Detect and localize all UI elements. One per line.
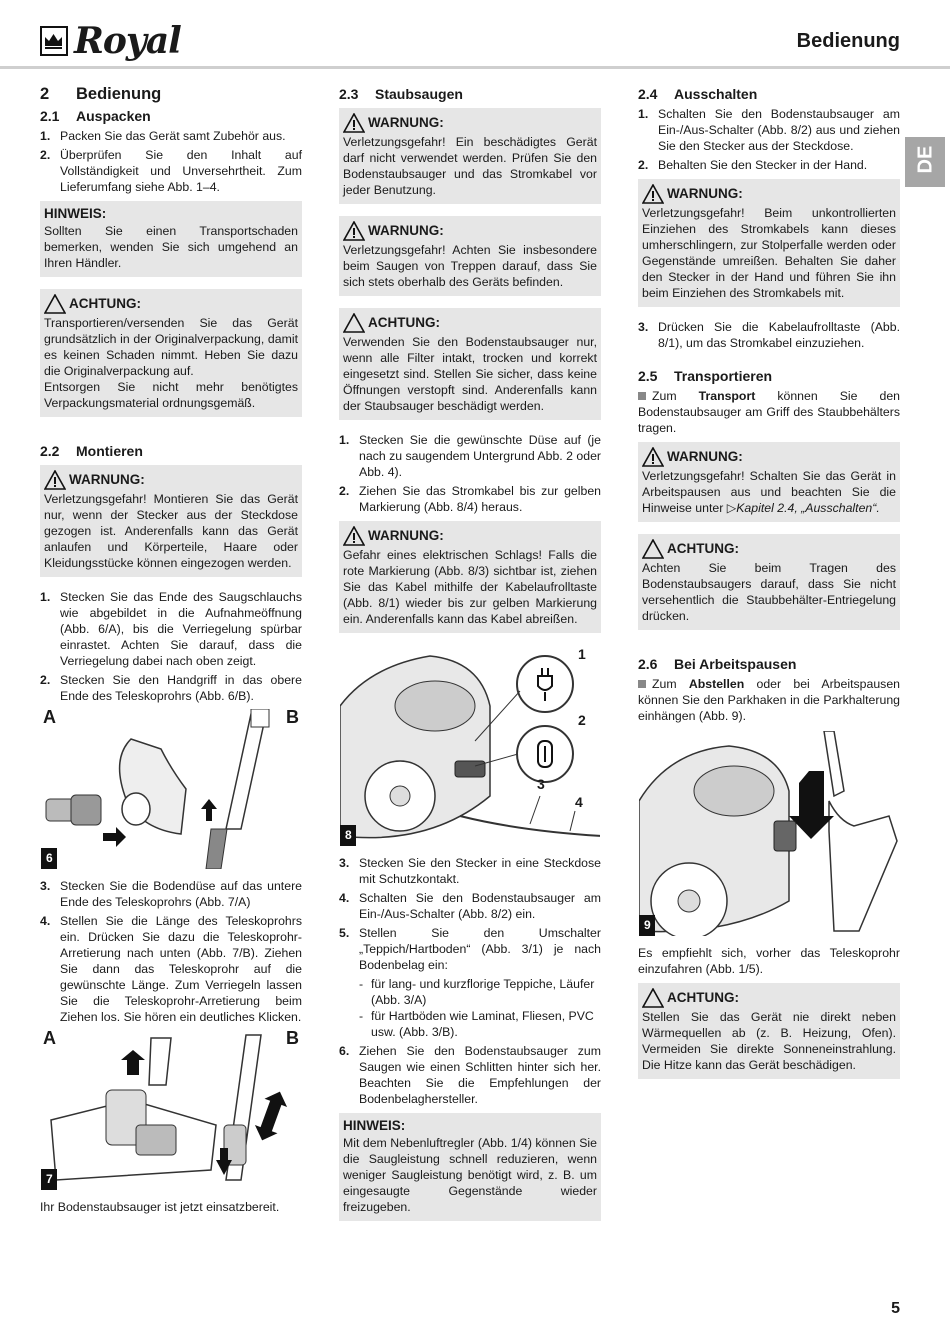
step-text: Stecken Sie den Stecker in eine Steckdose mit Schutzkontakt.	[359, 856, 601, 886]
list-item	[339, 483, 601, 515]
section-heading-2-4	[638, 86, 900, 102]
text-fragment: Zum	[652, 677, 689, 691]
bullet-square-icon	[638, 680, 646, 688]
column-2	[339, 86, 601, 1233]
warning-triangle-icon	[642, 184, 664, 204]
steps-list	[339, 855, 601, 973]
section-title: Staubsaugen	[375, 86, 463, 102]
warnung-title: WARNUNG:	[667, 449, 743, 464]
achtung-title: ACHTUNG:	[368, 315, 440, 330]
language-tab-label: DE	[914, 145, 937, 174]
step-text: Stecken Sie die Bodendüse auf das untere Ende des Teleskoprohrs (Abb. 7/A)	[60, 879, 302, 909]
list-item	[638, 319, 900, 351]
closing-text: Ihr Bodenstaubsauger ist jetzt einsatzbereit.	[40, 1200, 280, 1214]
achtung-box	[638, 983, 900, 1079]
list-item	[40, 589, 302, 669]
sub-list-item: - für lang- und kurzflorige Teppiche, Läufer (Abb. 3/A)	[359, 976, 601, 1008]
language-tab	[905, 137, 945, 187]
step-number: 2.	[638, 158, 649, 172]
warnung-title: WARNUNG:	[368, 528, 444, 543]
section-heading-2-2	[40, 443, 302, 459]
step-text: Stellen Sie die Länge des Teleskoprohrs ein. Drücken Sie dazu die Teleskoprohr-Arretierung nach unten (Abb. 7/B). Ziehen Sie dann das Teleskoprohr auf die gewünschte Länge. Zum Verriegeln lassen Sie die Teleskoprohr-Arretierung beim Ziehen los. Sie hören ein deutliches Klicken.	[60, 914, 302, 1024]
sub-list	[339, 976, 601, 1040]
section-number: 2.3	[339, 86, 359, 102]
list-item	[339, 925, 601, 973]
hinweis-text: Mit dem Nebenluftregler (Abb. 1/4) können Sie die Saugleistung schnell reduzieren, wenn weniger Saugleistung benötigt wird, z. B. um eingesaugte Gegenstände wieder freizugeben.	[343, 1136, 597, 1214]
crown-crest-icon	[40, 26, 68, 56]
step-number: 3.	[638, 320, 649, 334]
figure-number: 6	[41, 848, 57, 869]
step-number: 2.	[40, 673, 51, 687]
pause-tip-text: Es empfiehlt sich, vorher das Teleskoprohr einzufahren (Abb. 1/5).	[638, 946, 900, 976]
warnung-box	[339, 216, 601, 296]
warning-triangle-icon	[642, 447, 664, 467]
section-title: Montieren	[76, 443, 143, 459]
warnung-title: WARNUNG:	[69, 472, 145, 487]
figure-number: 7	[41, 1169, 57, 1190]
steps-list	[339, 1043, 601, 1107]
achtung-title: ACHTUNG:	[667, 541, 739, 556]
warnung-text: Gefahr eines elektrischen Schlags! Falls die rote Markierung (Abb. 8/3) sichtbar ist, ziehen Sie das Kabel mithilfe der Kabelaufrolltaste (Abb. 8/1) wieder bis zur gelben Markierung ein. Anderenfalls kann das Kabel abreißen.	[343, 548, 597, 626]
royal-logo	[40, 20, 181, 62]
warnung-box	[339, 108, 601, 204]
section-title: Ausschalten	[674, 86, 758, 102]
step-number: 3.	[40, 879, 51, 893]
section-title: Transportieren	[674, 368, 773, 384]
section-heading-2-3	[339, 86, 601, 102]
warnung-heading	[343, 221, 597, 241]
figure-7-floor-nozzle	[40, 1029, 302, 1191]
hose-assembly-illustration	[41, 709, 302, 869]
step-text: Stecken Sie die gewünschte Düse auf (je nach zu saugendem Untergrund Abb. 2 oder Abb. 4).	[359, 433, 602, 479]
section-number: 2	[40, 85, 50, 103]
achtung-title: ACHTUNG:	[667, 990, 739, 1005]
steps-list	[40, 878, 302, 1025]
figure-number: 8	[340, 825, 356, 846]
list-item	[40, 147, 302, 195]
section-number: 2.6	[638, 656, 658, 672]
list-item	[40, 128, 302, 144]
header-divider	[0, 66, 950, 69]
list-item	[40, 672, 302, 704]
warnung-text: Verletzungsgefahr! Montieren Sie das Gerät nur, wenn der Stecker aus der Steckdose gezogen ist. Anderenfalls kann das Gerät anlaufen und Körperteile, Haare oder Kleidungsstücke können eingezogen werden.	[44, 492, 298, 570]
section-number: 2.2	[40, 443, 60, 459]
step-number: 2.	[40, 148, 51, 162]
warnung-heading	[642, 184, 896, 204]
section-heading-2-5	[638, 368, 900, 384]
callout-4: 4	[575, 794, 583, 810]
step-text: Stecken Sie den Handgriff in das obere Ende des Teleskoprohrs (Abb. 6/B).	[60, 673, 302, 703]
step-text: Behalten Sie den Stecker in der Hand.	[658, 158, 868, 172]
section-number: 2.5	[638, 368, 658, 384]
achtung-text: Transportieren/versenden Sie das Gerät grundsätzlich in der Originalverpackung, damit es keinen Schaden nimmt. Heben Sie dazu die Originalverpackung auf.	[44, 316, 298, 378]
list-item	[339, 855, 601, 887]
page-title: Bedienung	[796, 30, 900, 52]
step-number: 4.	[339, 891, 350, 905]
text-fragment: oder bei Arbeitspausen können Sie den Parkhaken in die Parkhalterung einhängen (Abb. 9).	[638, 677, 900, 723]
caution-triangle-icon	[44, 294, 66, 314]
parking-hook-illustration	[639, 731, 900, 936]
section-heading-2	[40, 86, 302, 102]
step-number: 4.	[40, 914, 51, 928]
section-title: Bedienung	[76, 85, 162, 103]
section-number: 2.4	[638, 86, 658, 102]
figure-6-hose-handle	[40, 708, 302, 870]
steps-list	[40, 128, 302, 195]
step-number: 5.	[339, 926, 350, 940]
warnung-box	[638, 442, 900, 522]
floor-nozzle-illustration	[41, 1030, 302, 1190]
caution-triangle-icon	[343, 313, 365, 333]
step-number: 2.	[339, 484, 350, 498]
text-fragment-bold: Transport	[698, 389, 756, 403]
section-number: 2.1	[40, 108, 60, 124]
achtung-heading	[343, 313, 597, 333]
figure-9-parking	[638, 730, 900, 937]
warning-triangle-icon	[343, 221, 365, 241]
step-text: Überprüfen Sie den Inhalt auf Vollständigkeit und Unversehrtheit. Zum Lieferumfang siehe Abb. 1–4.	[60, 148, 302, 194]
warnung-title: WARNUNG:	[667, 186, 743, 201]
hinweis-box	[40, 201, 302, 277]
chapter-reference-link[interactable]: ▷Kapitel 2.4, „Ausschalten“.	[726, 501, 880, 515]
brand-name: Royal	[74, 20, 181, 62]
hinweis-title: HINWEIS:	[343, 1118, 406, 1133]
transport-text	[638, 388, 900, 436]
achtung-text: Entsorgen Sie nicht mehr benötigtes Verpackungsmaterial ordnungsgemäß.	[44, 380, 298, 410]
text-fragment: Verletzungsgefahr! Schalten Sie das Gerät in Arbeitspausen aus und beachten Sie die Hinweise unter	[642, 469, 896, 515]
warnung-heading	[343, 526, 597, 546]
section-title: Bei Arbeitspausen	[674, 656, 797, 672]
warnung-text: Verletzungsgefahr! Ein beschädigtes Gerät darf nicht verwendet werden. Prüfen Sie den Bodenstaubsauger und das Stromkabel vor jeder Benutzung.	[343, 135, 597, 197]
page-number: 5	[891, 1300, 900, 1317]
achtung-heading	[642, 539, 896, 559]
step-number: 6.	[339, 1044, 350, 1058]
figure-label-a: A	[43, 1029, 56, 1048]
achtung-heading	[44, 294, 298, 314]
step-number: 1.	[40, 129, 51, 143]
achtung-box	[638, 534, 900, 630]
warning-triangle-icon	[343, 526, 365, 546]
list-item	[40, 878, 302, 910]
warnung-box	[638, 179, 900, 307]
text-fragment-bold: Abstellen	[688, 677, 745, 691]
warnung-box	[339, 521, 601, 633]
list-item	[339, 890, 601, 922]
callout-2: 2	[578, 712, 586, 728]
section-heading-2-1	[40, 108, 302, 124]
steps-list	[40, 589, 302, 704]
step-text: Drücken Sie die Kabelaufrolltaste (Abb. 8/1), um das Stromkabel einzuziehen.	[658, 320, 900, 350]
column-3	[638, 86, 900, 1091]
callout-1: 1	[578, 646, 586, 662]
list-item	[638, 106, 900, 154]
warnung-box	[40, 465, 302, 577]
step-number: 3.	[339, 856, 350, 870]
sub-list-item: - für Hartböden wie Laminat, Fliesen, PVC usw. (Abb. 3/B).	[359, 1008, 601, 1040]
figure-label-a: A	[43, 708, 56, 727]
achtung-text: Achten Sie beim Tragen des Bodenstaubsaugers darauf, dass Sie nicht versehentlich die Staubbehälter-Entriegelung drücken.	[642, 561, 896, 623]
pause-text	[638, 676, 900, 724]
achtung-heading	[642, 988, 896, 1008]
section-heading-2-6	[638, 656, 900, 672]
achtung-box	[339, 308, 601, 420]
step-text: Packen Sie das Gerät samt Zubehör aus.	[60, 129, 286, 143]
warnung-text: Verletzungsgefahr! Achten Sie insbesondere beim Saugen von Treppen darauf, dass Sie sich stets oberhalb des Geräts befinden.	[343, 243, 597, 289]
text-fragment: können Sie den Bodenstaubsauger am Griff des Staubbehälters tragen.	[638, 389, 900, 435]
warning-triangle-icon	[44, 470, 66, 490]
achtung-box	[40, 289, 302, 417]
steps-list	[638, 319, 900, 351]
warnung-heading	[44, 470, 298, 490]
text-fragment: Zum	[652, 389, 699, 403]
step-text: Ziehen Sie das Stromkabel bis zur gelben Markierung (Abb. 8/4) heraus.	[359, 484, 601, 514]
step-text: Stecken Sie das Ende des Saugschlauchs wie abgebildet in die Aufnahmeöffnung (Abb. 6/A), bis die Verriegelung spürbar einrastet. Achten Sie darauf, dass die Verriegelung dabei nach oben zeigt.	[60, 590, 302, 668]
warnung-title: WARNUNG:	[368, 115, 444, 130]
hinweis-title: HINWEIS:	[44, 206, 107, 221]
bullet-square-icon	[638, 392, 646, 400]
figure-label-b: B	[286, 708, 299, 727]
steps-list	[638, 106, 900, 173]
warnung-text: Verletzungsgefahr! Beim unkontrollierten Einziehen des Stromkabels kann dieses umherschlingern, zur Stolperfalle werden oder Gegenstände umreißen. Behalten Sie daher den Stecker in der Hand und führen Sie ihn beim Einziehen des Stromkabels mit.	[642, 206, 896, 300]
achtung-text: Stellen Sie das Gerät nie direkt neben Wärmequellen ab (z. B. Heizung, Ofen). Vermeiden Sie direkte Sonneneinstrahlung. Die Hitze kann das Gerät beschädigen.	[642, 1010, 896, 1072]
step-number: 1.	[339, 433, 350, 447]
step-text: Schalten Sie den Bodenstaubsauger am Ein-/Aus-Schalter (Abb. 8/2) ein.	[359, 891, 601, 921]
page-header	[0, 0, 950, 68]
hinweis-text: Sollten Sie einen Transportschaden bemerken, wenden Sie sich umgehend an Ihren Händler.	[44, 224, 298, 270]
caution-triangle-icon	[642, 988, 664, 1008]
achtung-title: ACHTUNG:	[69, 296, 141, 311]
step-number: 1.	[40, 590, 51, 604]
warnung-text	[642, 468, 896, 516]
figure-number: 9	[639, 915, 655, 936]
warning-triangle-icon	[343, 113, 365, 133]
list-item	[40, 913, 302, 1025]
hinweis-box	[339, 1113, 601, 1221]
section-title: Auspacken	[76, 108, 151, 124]
steps-list	[339, 432, 601, 515]
figure-8-cable-controls	[339, 645, 601, 847]
warnung-heading	[642, 447, 896, 467]
vacuum-controls-illustration	[340, 646, 601, 846]
list-item	[638, 157, 900, 173]
list-item	[339, 432, 601, 480]
callout-3: 3	[537, 776, 545, 792]
caution-triangle-icon	[642, 539, 664, 559]
figure-label-b: B	[286, 1029, 299, 1048]
step-text: Ziehen Sie den Bodenstaubsauger zum Saugen wie einen Schlitten hinter sich her. Beachten Sie die Empfehlungen der Bodenbelaghersteller.	[359, 1044, 601, 1106]
achtung-text: Verwenden Sie den Bodenstaubsauger nur, wenn alle Filter intakt, trocken und korrekt eingesetzt sind. Stellen Sie sicher, dass keine Öffnungen verstopft sind. Anderenfalls kann der Staubsauger beschädigt werden.	[343, 335, 597, 413]
step-number: 1.	[638, 107, 649, 121]
warnung-title: WARNUNG:	[368, 223, 444, 238]
list-item	[339, 1043, 601, 1107]
step-text: Stellen Sie den Umschalter „Teppich/Hartboden“ (Abb. 3/1) je nach Bodenbelag ein:	[359, 926, 601, 972]
warnung-heading	[343, 113, 597, 133]
step-text: Schalten Sie den Bodenstaubsauger am Ein-/Aus-Schalter (Abb. 8/2) aus und ziehen Sie den Stecker aus der Steckdose.	[658, 107, 900, 153]
column-1	[40, 86, 302, 1221]
